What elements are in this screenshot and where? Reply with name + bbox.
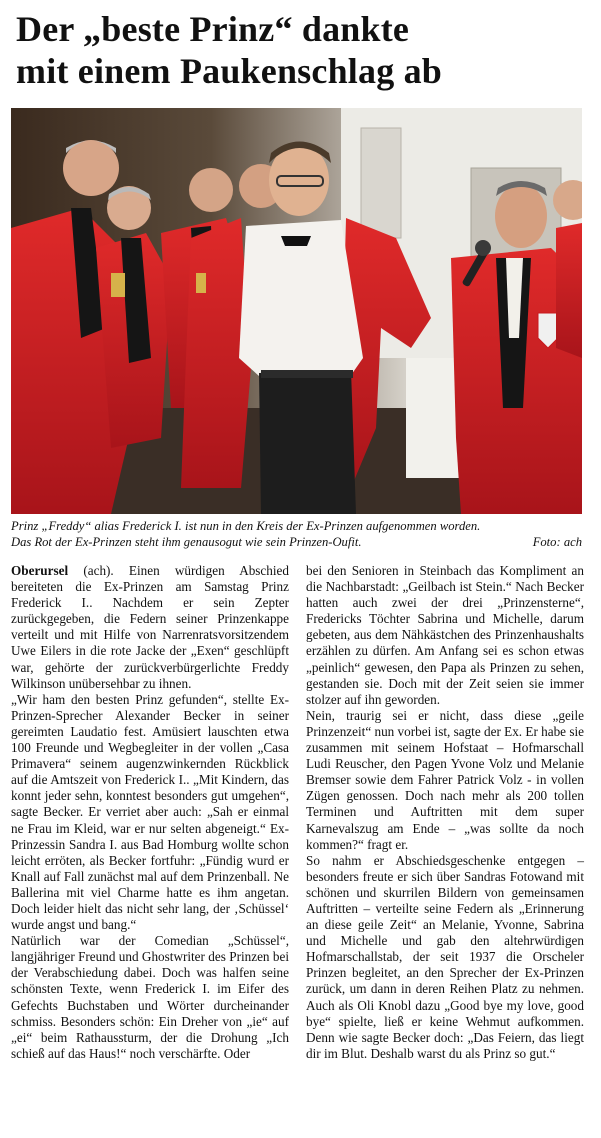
- article-column-left: [11, 563, 289, 1062]
- photo-credit: Foto: ach: [532, 535, 582, 549]
- article-paragraph: Natürlich war der Comedian „Schüssel“, langjähriger Freund und Ghostwriter des Prinzen bei der Verabschiedung dabei. Doch was halfen seine schönsten Texte, wenn Frederick I. im Eifer des Gefechts Buchstaben und Wörter durcheinander schmiss. Besonders schön: Ein Dreher von „ie“ auf „ei“ beim Rathaussturm, der die Drohung „Ich schieß auf das Haus!“ noch verschärfte. Oder: [11, 933, 289, 1061]
- article-paragraph: bei den Senioren in Steinbach das Kompliment an die Nachbarstadt: „Geilbach ist Stein.“ Nach Becker hatten auch zwei der drei „Prinzensterne“, Fredericks Töchter Sabrina und Michelle, darum gebeten, aus dem Nähkästchen des Prinzenhaushalts erzählen zu dürfen. Am Anfang sei es schon etwas „peinlich“ gewesen, den Papa als Prinzen zu sehen, gestanden sie. Doch mit der Zeit seien sie immer stolzer auf ihn geworden.: [306, 563, 584, 707]
- headline-line-1: Der „beste Prinz“ dankte: [16, 9, 410, 49]
- article-column-right: [306, 563, 584, 1062]
- dateline: Oberursel: [11, 563, 69, 578]
- article-paragraph: Nein, traurig sei er nicht, dass diese „geile Prinzenzeit“ nun vorbei ist, sagte der Ex. Er habe sie zusammen mit seinem Hofstaat – Hofmarschall Ludi Reuscher, den Pagen Yvone Volz und Melanie Bremser sowie dem Fahrer Patrick Volz - in vollen Zügen genossen. Doch nach mehr als 200 tollen Terminen und Auftritten mit dem super Karnevalszug am Ende – „was sollte da noch kommen?“ fragt er.: [306, 707, 584, 852]
- article-paragraph: „Wir ham den besten Prinz gefunden“, stellte Ex-Prinzen-Sprecher Alexander Becker in seiner gereimten Laudatio fest. Amüsiert lauschten etwa 100 Freunde und Wegbegleiter in der vollen „Casa Primavera“ seinem augenzwinkernden Rückblick auf die Amtszeit von Frederick I.. „Mit Kindern, das konnt jeder sehn, konntest besonders gut umgehen“, sagte Becker. Er verriet aber auch: „Sah er einmal ne Frau im Kleid, war er nur selten abgeneigt.“ Ex-Prinzessin Sandra I. aus Bad Homburg wollte schon leicht erröten, als Becker fortfuhr: „Fündig wurd er Knall auf Fall zunächst mal auf dem Prinzenball. Ne Ballerina mit viel Charme hatte es ihm angetan. Doch leider hielt das nicht sehr lang, der ‚Schüssel‘ wurde angst und bang.“: [11, 691, 289, 933]
- caption-line-1: Prinz „Freddy“ alias Frederick I. ist nun in den Kreis der Ex-Prinzen aufgenommen worden.: [11, 519, 481, 533]
- article-photo: [11, 108, 582, 514]
- article-paragraph: [11, 563, 289, 692]
- headline-line-2: mit einem Paukenschlag ab: [16, 51, 443, 91]
- headline: [16, 8, 591, 92]
- caption-line-2: Das Rot der Ex-Prinzen steht ihm genausogut wie sein Prinzen-Oufit.: [11, 535, 362, 549]
- photo-caption: [11, 518, 582, 550]
- photo-icon: [11, 108, 582, 514]
- article-paragraph: So nahm er Abschiedsgeschenke entgegen – besonders freute er sich über Sandras Fotowand mit schönen und skurrilen Bildern von gemeinsamen Auftritten – verteilte seine Federn als „Erinnerung an diese geile Zeit“ an Melanie, Yvonne, Sabrina und Michelle und gab den altehrwürdigen Hofmarschallstab, der seit 1937 die Orscheler Prinzen begleitet, an den Sprecher der Ex-Prinzen zurück, um dann in deren Reihen Platz zu nehmen. Auch als Oli Knobl dazu „Good bye my love, good bye“ spielte, ließ er keine Wehmut aufkommen. Denn wie sagte Becker doch: „Das Feiern, das liegt dir im Blut. Deshalb warst du als Prinz so gut.“: [306, 852, 584, 1061]
- paragraph-text: (ach). Einen würdigen Abschied bereiteten die Ex-Prinzen am Samstag Prinz Frederick I.. Nachdem er sein Zepter zurückgegeben, die Federn seiner Prinzenkappe verteilt und mit Hilfe von Narrenratsvorsitzendem Uwe Eilers in die rote Jacke der „Exen“ geschlüpft war, gehörte der zurückverbürgerlichte Freddy Wilkinson unübersehbar zu ihnen.: [11, 563, 289, 691]
